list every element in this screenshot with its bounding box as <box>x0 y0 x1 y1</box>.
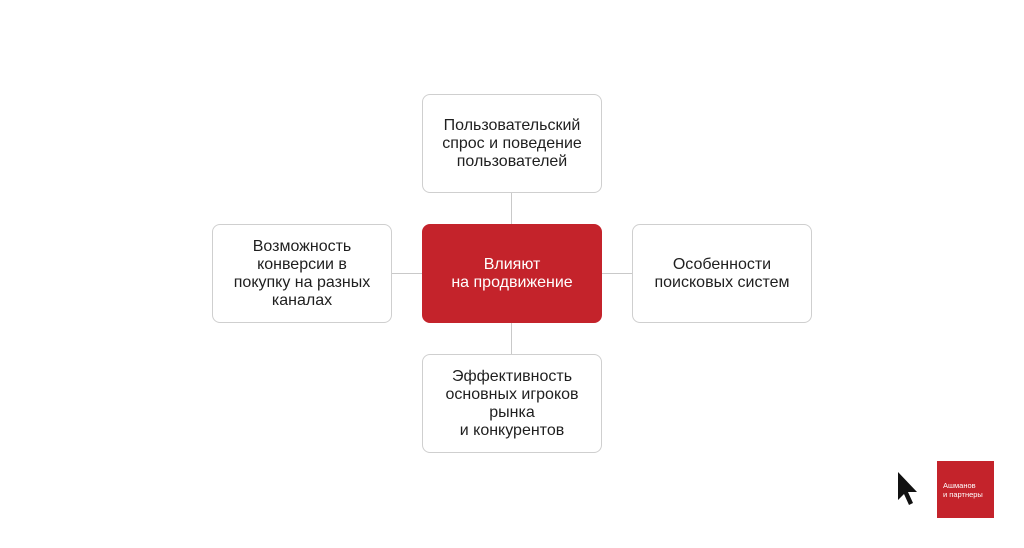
factor-label-conversion: Возможность конверсии в покупку на разных каналах <box>233 237 371 309</box>
factor-box-conversion <box>212 224 392 323</box>
connector-right <box>601 273 633 274</box>
factor-box-user-demand <box>422 94 602 193</box>
connector-left <box>390 273 423 274</box>
factor-box-search-engines <box>632 224 812 323</box>
center-label-influence: Влияют на продвижение <box>451 255 573 291</box>
center-box-influence <box>422 224 602 323</box>
company-logo-badge <box>937 461 994 518</box>
connector-bottom <box>511 323 512 355</box>
factor-label-user-demand: Пользовательский спрос и поведение пользователей <box>442 116 582 170</box>
factor-label-competitors: Эффективность основных игроков рынка и конкурентов <box>445 367 579 439</box>
connector-top <box>511 192 512 225</box>
a-cursor-logo-icon <box>895 470 921 506</box>
factor-label-search-engines: Особенности поисковых систем <box>654 255 790 291</box>
factor-box-competitors <box>422 354 602 453</box>
company-logo-text: Ашманов и партнеры <box>943 480 983 499</box>
